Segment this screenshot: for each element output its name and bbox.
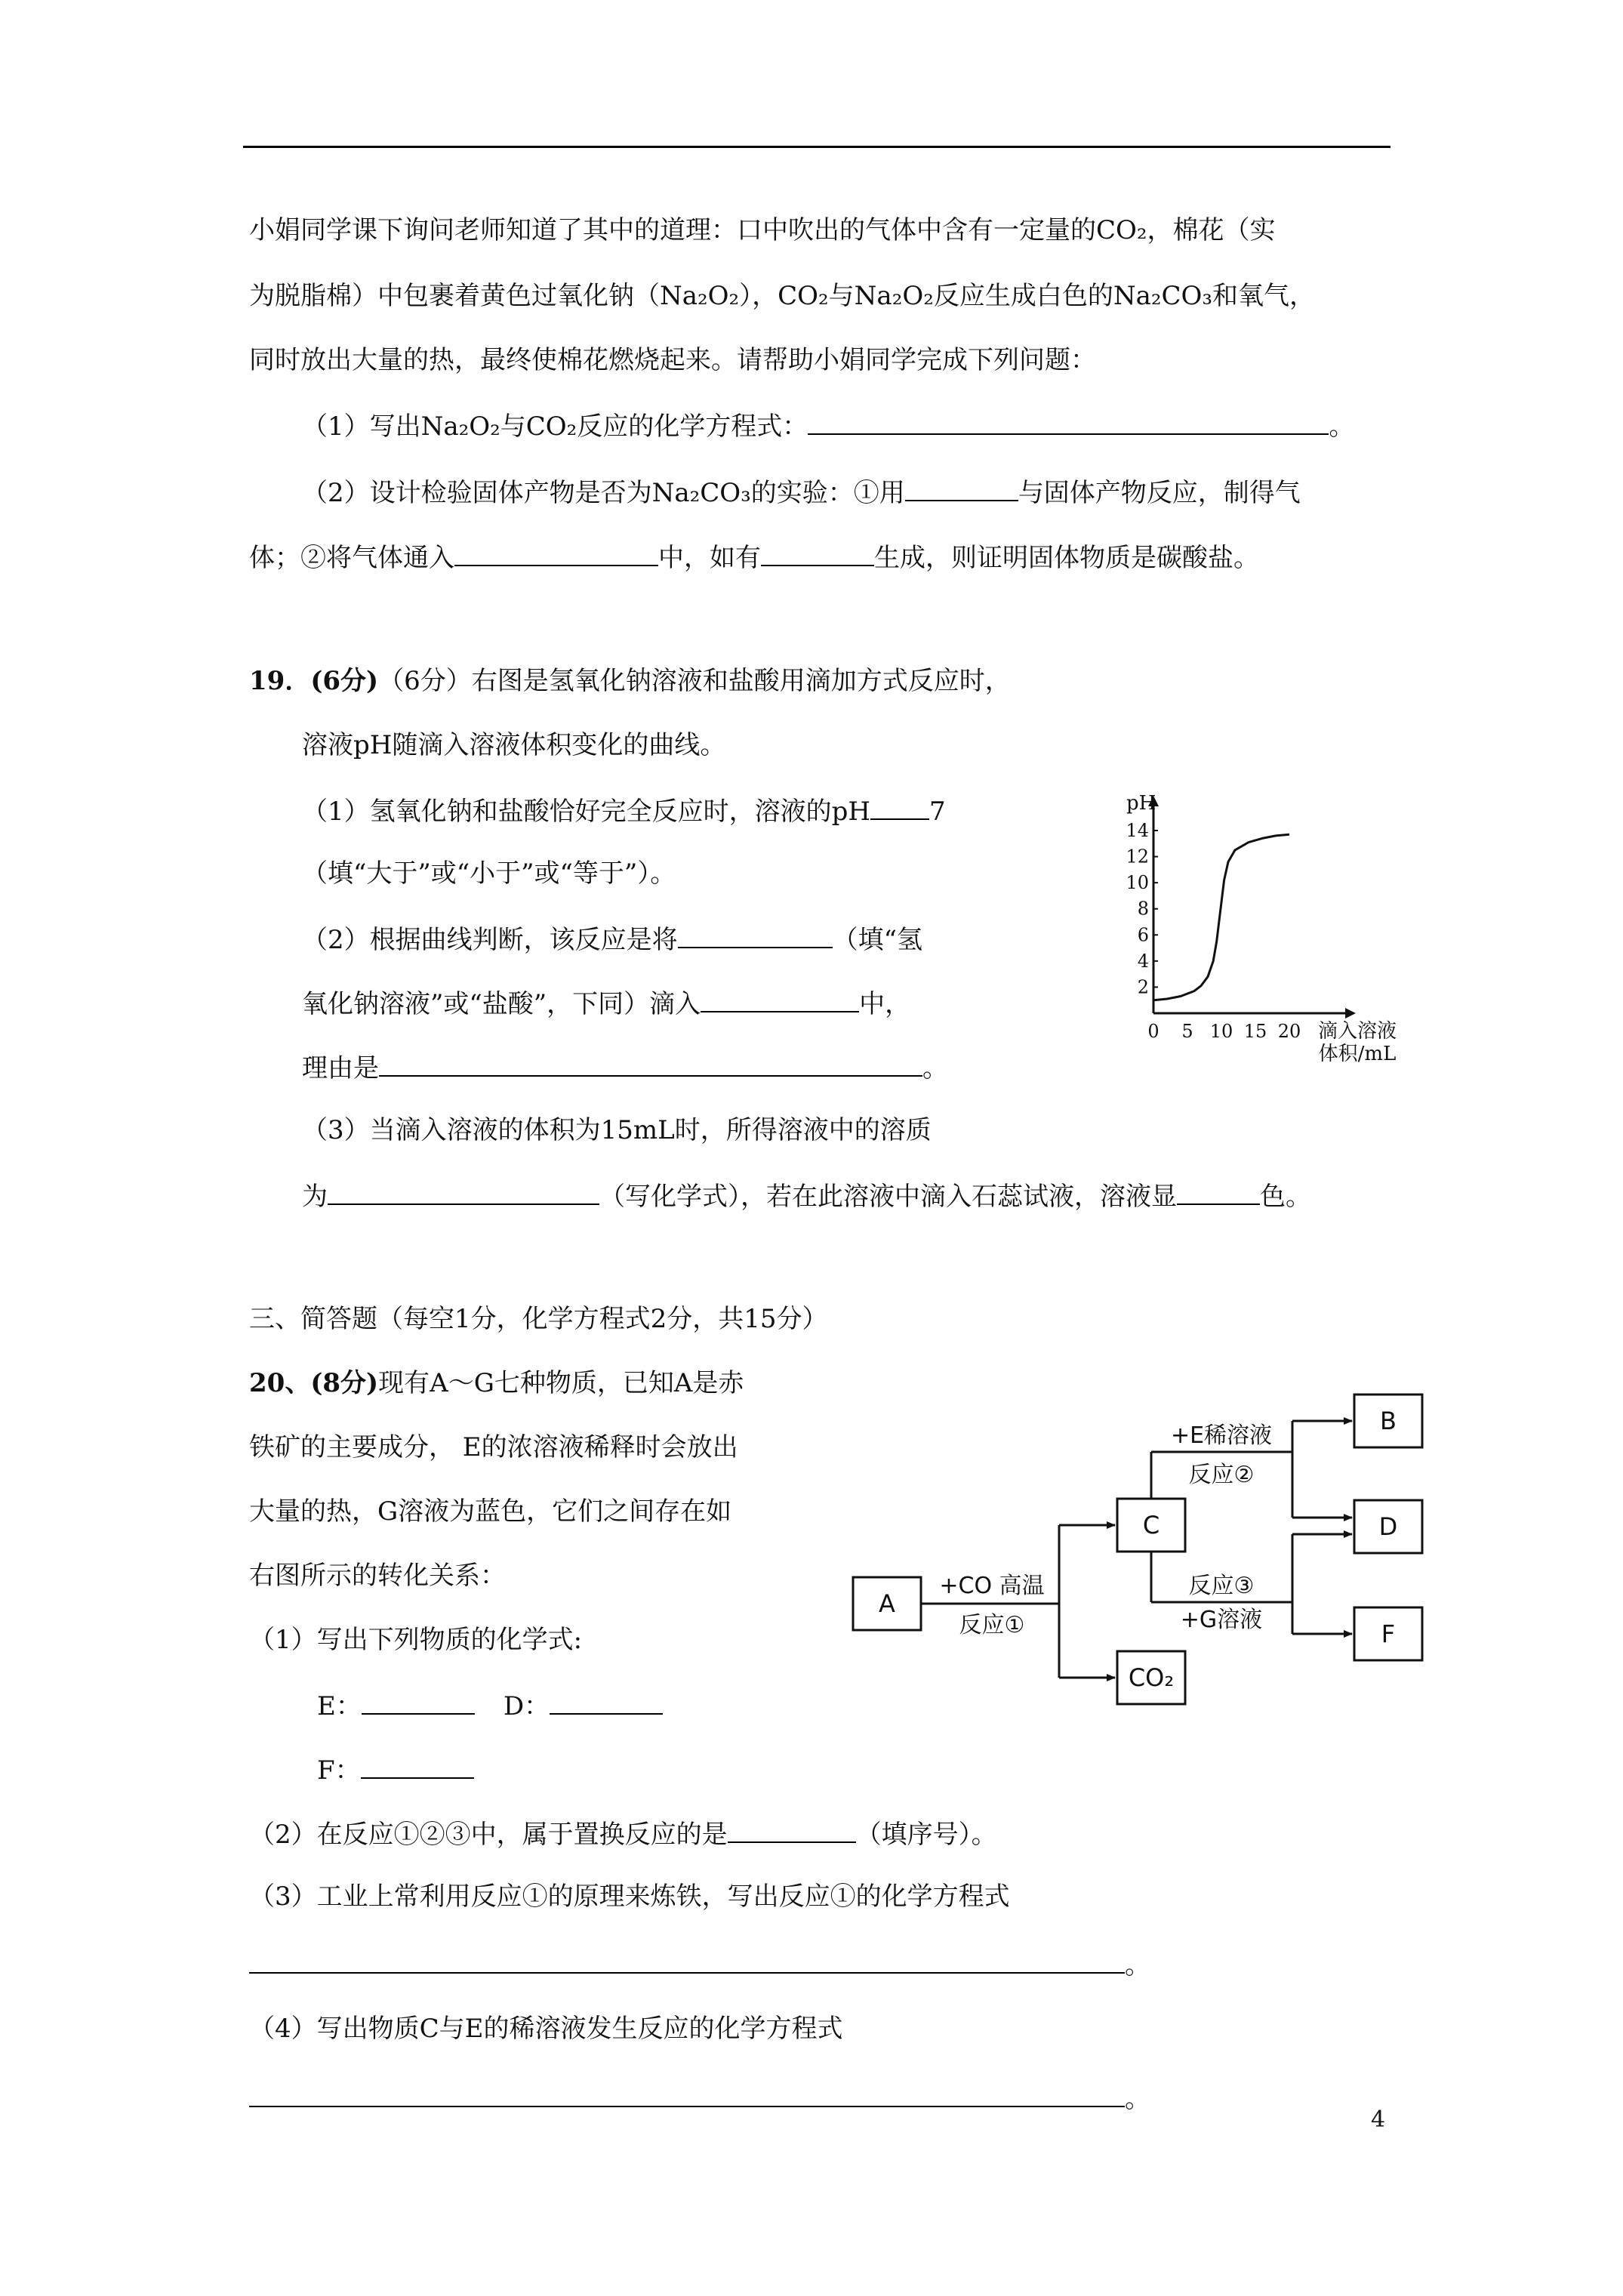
q20-stem-2: 铁矿的主要成分， E的浓溶液稀释时会放出 — [249, 1432, 738, 1462]
question-2b-text-end: 生成，则证明固体物质是碳酸盐。 — [874, 543, 1259, 573]
box-f-label: F — [1381, 1620, 1396, 1648]
answer-blank[interactable] — [379, 1049, 922, 1077]
q20-stem-4: 右图所示的转化关系： — [249, 1561, 506, 1591]
q19-part-3a: （3）当滴入溶液的体积为15mL时，所得溶液中的溶质 — [302, 1115, 932, 1145]
y-tick-label: 6 — [1137, 924, 1149, 946]
question-2a-text: （2）设计检验固体产物是否为Na₂CO₃的实验：①用 — [302, 478, 905, 508]
y-tick-label: 4 — [1137, 950, 1149, 972]
answer-blank[interactable] — [454, 539, 658, 566]
answer-blank[interactable] — [905, 474, 1018, 501]
y-axis-label: pH — [1126, 793, 1156, 815]
answer-blank[interactable] — [1177, 1178, 1260, 1205]
question-2b-text-mid: 中，如有 — [658, 543, 761, 573]
reaction-3-condition: +G溶液 — [1180, 1607, 1263, 1633]
x-tick-label: 15 — [1243, 1021, 1267, 1042]
x-axis-arrow — [1345, 1008, 1356, 1019]
answer-blank[interactable] — [249, 1946, 1125, 1974]
answer-blank[interactable] — [728, 1816, 856, 1843]
chart-layer — [1126, 793, 1397, 1065]
question-2a — [302, 474, 1301, 510]
q20-part-3-answer — [249, 1946, 1150, 1982]
y-tick-label: 10 — [1126, 872, 1149, 894]
answer-blank[interactable] — [808, 408, 1329, 435]
q20-stem-text: 现有A～G七种物质，已知A是赤 — [378, 1368, 744, 1398]
y-tick-label: 14 — [1126, 820, 1149, 841]
x-axis-label-line-1: 滴入溶液 — [1317, 1020, 1397, 1043]
q20-part-2-end: （填序号）。 — [855, 1820, 997, 1850]
intro-line-1: 小娟同学课下询问老师知道了其中的道理：口中吹出的气体中含有一定量的CO₂，棉花（实 — [249, 215, 1276, 245]
answer-blank[interactable] — [249, 2080, 1125, 2107]
d-label: D： — [503, 1691, 550, 1721]
punctuation: 。 — [1329, 411, 1355, 442]
ph-curve-chart — [1123, 793, 1410, 1072]
q19-part-1b: （填“大于”或“小于”或“等于”）。 — [302, 858, 676, 889]
answer-blank[interactable] — [328, 1178, 599, 1205]
q19-part-2b-end: 中， — [859, 989, 911, 1019]
intro-line-2: 为脱脂棉）中包裹着黄色过氧化钠（Na₂O₂），CO₂与Na₂O₂反应生成白色的Na₂CO₃和氧气， — [249, 281, 1315, 311]
q19-stem-text: （6分）右图是氢氧化钠溶液和盐酸用滴加方式反应时， — [378, 666, 1011, 696]
e-label: E： — [317, 1691, 362, 1721]
reaction-2-condition: +E稀溶液 — [1170, 1422, 1273, 1449]
x-axis-label-line-2: 体积/mL — [1318, 1043, 1397, 1065]
answer-blank[interactable] — [701, 985, 859, 1012]
box-b-label: B — [1380, 1407, 1397, 1435]
q20-part-1: （1）写出下列物质的化学式: — [249, 1625, 583, 1655]
q19-stem-1 — [249, 664, 1011, 698]
x-tick-label: 5 — [1181, 1021, 1193, 1042]
q19-part-2a — [302, 921, 922, 957]
q20-part-2 — [249, 1816, 997, 1851]
question-2b-text: 体；②将气体通入 — [249, 543, 454, 573]
q20-stem-3: 大量的热，G溶液为蓝色，它们之间存在如 — [249, 1496, 732, 1527]
q19-part-3b-text: 为 — [302, 1182, 328, 1212]
reaction-flow-diagram — [844, 1378, 1448, 1710]
answer-blank[interactable] — [362, 1687, 475, 1715]
y-tick-label: 2 — [1137, 976, 1149, 998]
page-number: 4 — [1371, 2106, 1386, 2133]
box-a-label: A — [879, 1589, 895, 1618]
box-d-label: D — [1378, 1512, 1398, 1541]
question-1 — [302, 408, 1354, 443]
q19-part-1a-text: （1）氢氧化钠和盐酸恰好完全反应时，溶液的pH — [302, 797, 871, 827]
q19-part-2b-text: 氧化钠溶液”或“盐酸”，下同）滴入 — [302, 989, 701, 1019]
q19-number: 19．(6分) — [249, 666, 379, 696]
punctuation: 。 — [1125, 2084, 1150, 2114]
question-2a-text-end: 与固体产物反应，制得气 — [1018, 478, 1301, 508]
answer-blank[interactable] — [761, 539, 874, 566]
reaction-2-label: 反应② — [1188, 1462, 1255, 1488]
reaction-3-label: 反应③ — [1188, 1573, 1255, 1599]
section-3-title: 三、简答题（每空1分，化学方程式2分，共15分） — [249, 1304, 828, 1334]
answer-blank[interactable] — [550, 1687, 663, 1715]
q20-part-3: （3）工业上常利用反应①的原理来炼铁，写出反应①的化学方程式 — [249, 1881, 1010, 1912]
q19-stem-2: 溶液pH随滴入溶液体积变化的曲线。 — [302, 730, 726, 760]
punctuation: 。 — [1125, 1950, 1150, 1980]
q19-part-1a-end: 7 — [929, 797, 946, 827]
q20-part-2-text: （2）在反应①②③中，属于置换反应的是 — [249, 1820, 728, 1850]
q20-f-row — [317, 1752, 474, 1787]
x-tick-label: 0 — [1147, 1021, 1160, 1042]
ph-curve-line — [1153, 834, 1289, 1000]
q19-part-3b — [302, 1178, 1311, 1213]
q20-e-d-row — [317, 1687, 663, 1723]
q19-part-2a-text: （2）根据曲线判断，该反应是将 — [302, 925, 678, 955]
f-label: F： — [317, 1755, 361, 1786]
q20-part-4: （4）写出物质C与E的稀溶液发生反应的化学方程式 — [249, 2014, 843, 2044]
answer-blank[interactable] — [678, 921, 833, 948]
x-tick-label: 10 — [1209, 1021, 1233, 1042]
q19-part-1a — [302, 793, 946, 828]
q19-part-2a-end: （填“氢 — [832, 925, 923, 955]
answer-blank[interactable] — [870, 793, 929, 820]
q20-stem-1 — [249, 1367, 744, 1400]
box-co2-label: CO₂ — [1128, 1663, 1175, 1692]
header-rule — [243, 146, 1390, 148]
intro-line-3: 同时放出大量的热，最终使棉花燃烧起来。请帮助小娟同学完成下列问题： — [249, 345, 1096, 375]
question-1-text: （1）写出Na₂O₂与CO₂反应的化学方程式： — [302, 411, 808, 442]
q20-part-4-answer — [249, 2080, 1150, 2116]
question-2b — [249, 539, 1259, 575]
q19-part-2c-text: 理由是 — [302, 1053, 379, 1083]
q19-part-3b-end: 色。 — [1260, 1182, 1311, 1212]
reaction-1-condition: +CO 高温 — [939, 1573, 1045, 1599]
reaction-1-label: 反应① — [959, 1612, 1025, 1638]
box-c-label: C — [1142, 1511, 1160, 1539]
answer-blank[interactable] — [361, 1752, 474, 1779]
y-tick-label: 8 — [1137, 898, 1149, 920]
q20-number: 20、(8分) — [249, 1368, 379, 1398]
q19-part-2c-end: 。 — [922, 1053, 948, 1083]
y-tick-label: 12 — [1126, 846, 1149, 868]
q19-part-2c — [302, 1049, 948, 1085]
q19-part-3b-mid: （写化学式），若在此溶液中滴入石蕊试液，溶液显 — [599, 1182, 1177, 1212]
x-tick-label: 20 — [1277, 1021, 1301, 1042]
q19-part-2b — [302, 985, 910, 1021]
